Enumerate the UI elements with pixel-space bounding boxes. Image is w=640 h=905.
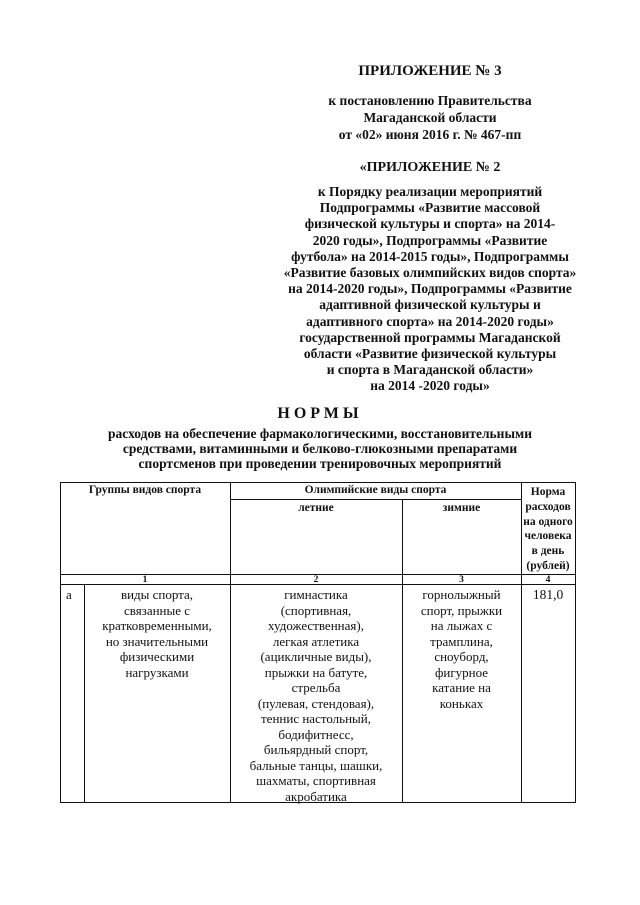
header-norm-line: на одного <box>523 515 573 528</box>
header-norm-line: расходов <box>525 500 571 513</box>
norms-subtitle-line: расходов на обеспечение фармакологическими, восстановительными <box>108 426 532 441</box>
winter-sport-line: горнолыжный <box>422 587 501 602</box>
header-norm-line: Норма <box>530 486 566 498</box>
header-block <box>255 60 605 143</box>
row-letter: а <box>66 587 72 602</box>
decree-line: Магаданской области <box>363 110 497 125</box>
header-norm-line: (рублей) <box>526 559 570 572</box>
summer-sport-line: бальные танцы, шашки, <box>249 757 383 773</box>
summer-sport-line: (спортивная, <box>280 602 352 618</box>
annex-title: «ПРИЛОЖЕНИЕ № 2 <box>359 160 501 175</box>
summer-sport-line: гимнастика <box>284 587 348 602</box>
annex-line: «Развитие базовых олимпийских видов спорта» <box>283 265 577 281</box>
row-summer-cell <box>230 587 402 804</box>
column-number: 4 <box>545 575 551 585</box>
annex-line: Подпрограммы «Развитие массовой <box>319 200 541 216</box>
group-line: физическими <box>119 649 195 664</box>
row-winter-cell <box>402 587 521 711</box>
summer-sport-line: стрельба <box>291 680 341 695</box>
summer-sport-line: акробатика <box>285 788 347 804</box>
norms-subtitle <box>50 426 590 471</box>
summer-sport-line: теннис настольный, <box>261 711 371 726</box>
column-number: 3 <box>459 575 464 585</box>
annex-line: на 2014 -2020 годы» <box>370 378 490 394</box>
header-winter: зимние <box>442 502 481 514</box>
header-norm-line: в день <box>531 545 565 558</box>
annex-line: 2020 годы», Подпрограммы «Развитие <box>312 232 548 248</box>
column-number: 2 <box>313 575 319 585</box>
decree-line: к постановлению Правительства <box>328 93 532 108</box>
group-line: связанные с <box>123 602 191 618</box>
group-line: нагрузками <box>125 664 189 680</box>
row-norm-value: 181,0 <box>532 587 564 602</box>
summer-sport-line: бильярдный спорт, <box>263 742 369 757</box>
column-number: 1 <box>142 575 148 585</box>
summer-sport-line: шахматы, спортивная <box>256 773 376 788</box>
group-line: виды спорта, <box>120 587 194 602</box>
winter-sport-line: трамплина, <box>430 633 493 649</box>
summer-sport-line: прыжки на батуте, <box>264 664 368 680</box>
winter-sport-line: фигурное <box>434 664 489 680</box>
row-group-cell <box>84 587 230 680</box>
winter-sport-line: сноуборд, <box>434 649 489 664</box>
annex-line: физической культуры и спорта» на 2014- <box>304 216 556 232</box>
summer-sport-line: бодифитнесс, <box>278 726 354 742</box>
annex-line: футбола» на 2014-2015 годы», Подпрограммы <box>291 248 569 264</box>
annex-block <box>255 158 605 395</box>
norms-subtitle-line: средствами, витаминными и белково-глюкозными препаратами <box>122 441 518 456</box>
annex-line: адаптивной физической культуры и <box>319 297 541 313</box>
annex-line: и спорта в Магаданской области» <box>326 362 534 378</box>
norms-table <box>60 482 576 803</box>
header-norm-line: человека <box>524 530 572 543</box>
table-border-right <box>575 482 576 803</box>
group-line: но значительными <box>105 633 209 649</box>
header-olympic: Олимпийские виды спорта <box>304 484 447 496</box>
annex-line: области «Развитие физической культуры <box>303 346 557 362</box>
appendix-title: ПРИЛОЖЕНИЕ № 3 <box>358 63 502 79</box>
winter-sport-line: на лыжах с <box>430 618 493 633</box>
winter-sport-line: коньках <box>439 695 484 711</box>
norms-subtitle-line: спортсменов при проведении тренировочных мероприятий <box>138 456 502 471</box>
annex-line: на 2014-2020 годы», Подпрограммы «Развитие <box>288 281 572 297</box>
winter-sport-line: катание на <box>432 680 491 695</box>
group-line: кратковременными, <box>102 618 212 633</box>
header-summer: летние <box>298 502 334 514</box>
summer-sport-line: (пулевая, стендовая), <box>257 695 375 711</box>
norms-title: НОРМЫ <box>277 405 363 422</box>
norms-heading-block <box>50 403 590 471</box>
table-rule-olympic <box>230 499 521 500</box>
header-norm <box>521 485 575 574</box>
decree-line: от «02» июня 2016 г. № 467-пп <box>338 127 522 142</box>
annex-description <box>255 184 605 395</box>
header-groups: Группы видов спорта <box>88 484 202 496</box>
annex-line: адаптивного спорта» на 2014-2020 годы» <box>306 313 554 329</box>
table-border-top <box>60 482 576 483</box>
winter-sport-line: спорт, прыжки <box>420 602 503 618</box>
summer-sport-line: легкая атлетика <box>272 633 360 649</box>
summer-sport-line: (ацикличные виды), <box>260 649 372 664</box>
summer-sport-line: художественная), <box>268 618 364 633</box>
table-border-left <box>60 482 61 803</box>
decree-reference <box>255 92 605 143</box>
annex-line: к Порядку реализации мероприятий <box>317 184 543 199</box>
annex-line: государственной программы Магаданской <box>299 329 561 345</box>
